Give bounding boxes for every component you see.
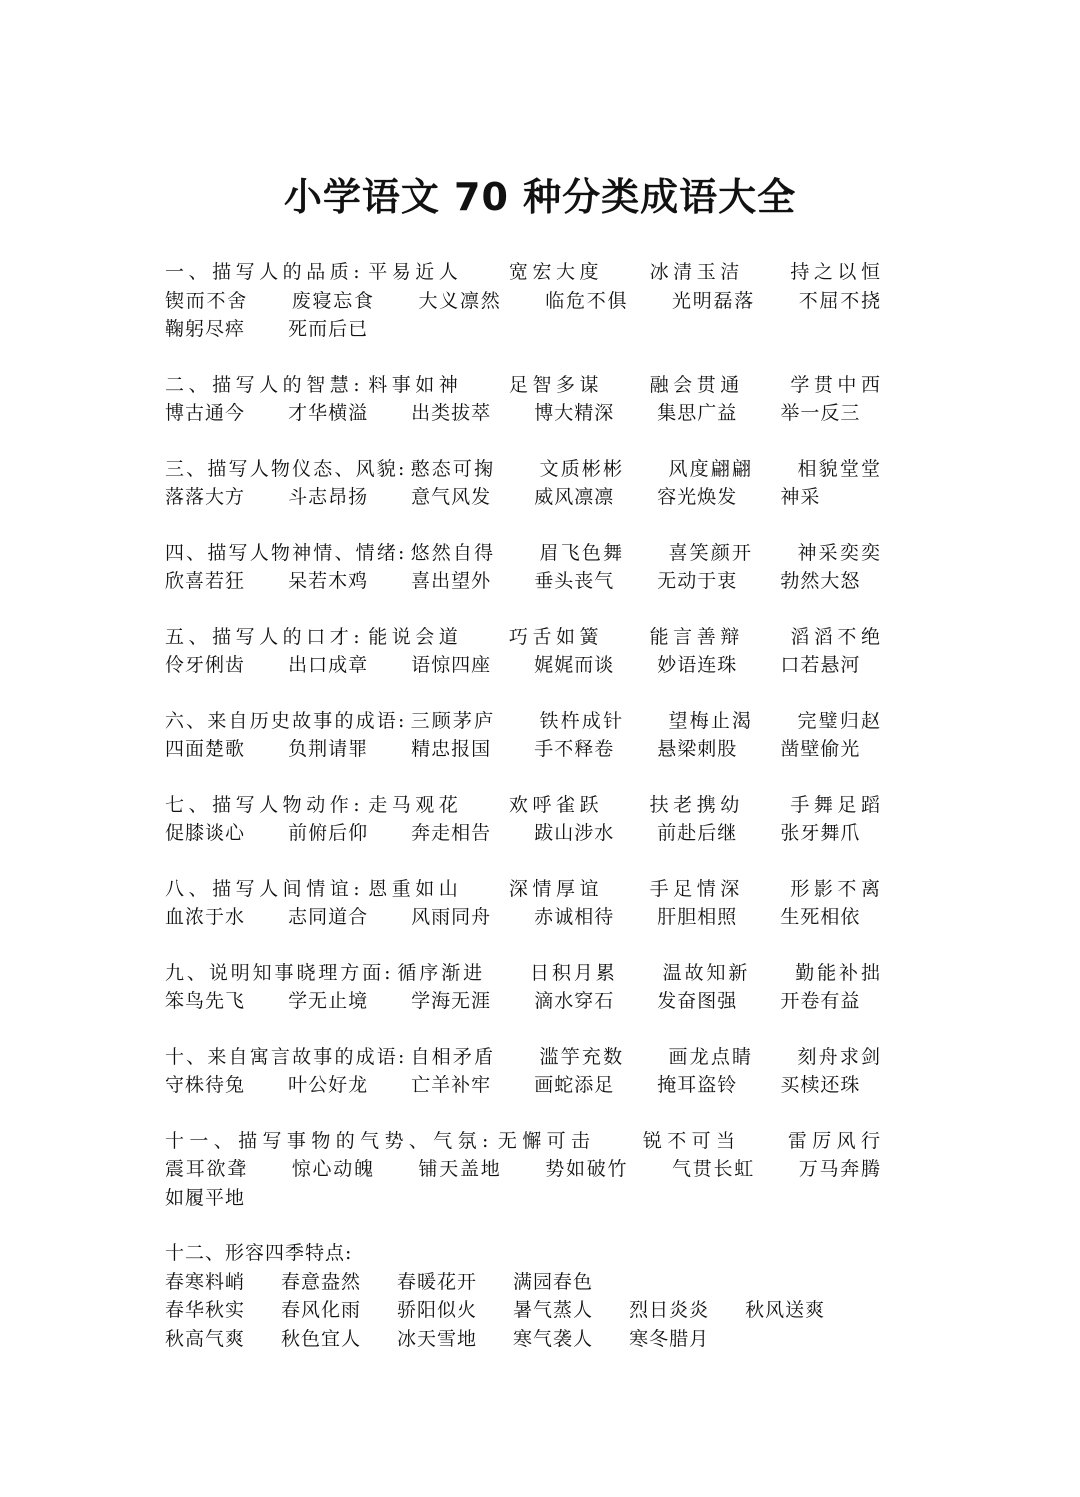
idiom-item: 寒气袭人 xyxy=(513,1327,594,1350)
idiom-item: 雷厉风行 xyxy=(787,1129,881,1152)
idiom-item: 融会贯通 xyxy=(649,373,744,396)
idiom-item: 相貌堂堂 xyxy=(797,457,882,480)
idiom-item: 肝胆相照 xyxy=(657,906,738,928)
season-row xyxy=(165,1325,917,1354)
idiom-item: 精忠报国 xyxy=(411,738,492,760)
idiom-item: 不屈不挠 xyxy=(798,289,881,312)
idiom-item: 促膝谈心 xyxy=(165,822,246,844)
idiom-item: 娓娓而谈 xyxy=(534,654,615,676)
idiom-item: 亡羊补牢 xyxy=(411,1074,492,1096)
idiom-item: 志同道合 xyxy=(288,906,369,928)
idiom-item: 铁杵成针 xyxy=(539,709,625,732)
idiom-item: 宽宏大度 xyxy=(508,261,604,283)
idiom-item: 无懈可击 xyxy=(493,1129,596,1152)
idiom-item: 望梅止渴 xyxy=(668,709,754,732)
idiom-item: 生死相依 xyxy=(780,906,861,928)
idiom-item: 手舞足蹈 xyxy=(790,793,881,816)
idiom-item: 呆若木鸡 xyxy=(288,570,369,592)
idiom-item: 能言善辩 xyxy=(649,625,744,648)
section-heading: 五、描写人的口才: xyxy=(165,625,361,648)
page-title: 小学语文 70 种分类成语大全 xyxy=(283,175,797,219)
idiom-section xyxy=(165,959,917,1016)
idiom-item: 形影不离 xyxy=(790,877,881,900)
idiom-item: 巧舌如簧 xyxy=(508,625,604,648)
idiom-item: 平易近人 xyxy=(364,261,463,283)
idiom-item: 春暖花开 xyxy=(397,1270,478,1293)
idiom-sections xyxy=(165,258,917,1212)
idiom-item: 铺天盖地 xyxy=(418,1158,502,1180)
idiom-item: 风度翩翩 xyxy=(668,457,754,480)
idiom-item: 走马观花 xyxy=(364,793,463,816)
idiom-item: 博古通今 xyxy=(165,402,246,424)
idiom-item: 威风凛凛 xyxy=(534,486,615,508)
idiom-item: 临危不俱 xyxy=(545,289,629,312)
idiom-item: 前俯后仰 xyxy=(288,822,369,844)
section-heading: 四、描写人物神情、情绪: xyxy=(165,541,406,564)
idiom-item: 完璧归赵 xyxy=(797,709,882,732)
idiom-item: 神采奕奕 xyxy=(797,541,882,564)
section-heading: 十二、形容四季特点: xyxy=(165,1242,353,1264)
idiom-item: 震耳欲聋 xyxy=(165,1158,248,1180)
idiom-item: 笨鸟先飞 xyxy=(165,990,246,1012)
idiom-section xyxy=(165,1043,917,1100)
idiom-item: 叶公好龙 xyxy=(288,1074,369,1096)
idiom-section xyxy=(165,707,917,764)
idiom-item: 刻舟求剑 xyxy=(797,1045,882,1068)
idiom-item: 光明磊落 xyxy=(672,289,755,312)
idiom-item: 画蛇添足 xyxy=(534,1074,615,1096)
idiom-item: 掩耳盗铃 xyxy=(657,1074,738,1096)
idiom-item: 春风化雨 xyxy=(281,1299,362,1321)
idiom-item: 出口成章 xyxy=(288,654,369,676)
idiom-item: 勃然大怒 xyxy=(780,570,861,592)
season-rows xyxy=(165,1268,917,1354)
idiom-item: 秋色宜人 xyxy=(281,1327,362,1350)
idiom-item: 血浓于水 xyxy=(165,906,246,928)
idiom-item: 三顾茅庐 xyxy=(409,709,496,732)
idiom-section xyxy=(165,875,917,932)
idiom-item: 张牙舞爪 xyxy=(780,822,861,844)
idiom-item: 买椟还珠 xyxy=(780,1074,861,1096)
idiom-item: 风雨同舟 xyxy=(411,906,492,928)
idiom-item: 万马奔腾 xyxy=(798,1158,881,1180)
idiom-item: 滔滔不绝 xyxy=(790,625,881,648)
idiom-item: 气贯长虹 xyxy=(672,1158,755,1180)
idiom-item: 伶牙俐齿 xyxy=(165,654,246,676)
idiom-item: 自相矛盾 xyxy=(409,1045,496,1068)
idiom-item: 出类拔萃 xyxy=(411,402,492,424)
idiom-item: 恩重如山 xyxy=(364,877,463,900)
idiom-item: 死而后已 xyxy=(288,318,369,340)
idiom-list xyxy=(165,258,917,1353)
idiom-item: 秋风送爽 xyxy=(745,1299,826,1321)
idiom-item: 四面楚歌 xyxy=(165,738,246,760)
idiom-item: 深情厚谊 xyxy=(508,877,604,900)
idiom-item: 势如破竹 xyxy=(545,1158,629,1180)
idiom-item: 寒冬腊月 xyxy=(629,1327,710,1350)
idiom-item: 滴水穿石 xyxy=(534,990,615,1012)
idiom-item: 手不释卷 xyxy=(534,738,615,760)
idiom-item: 开卷有益 xyxy=(780,990,861,1012)
idiom-item: 勤能补拙 xyxy=(795,961,881,984)
idiom-item: 循序渐进 xyxy=(395,961,486,984)
idiom-item: 学贯中西 xyxy=(790,373,881,396)
idiom-item: 负荆请罪 xyxy=(288,738,369,760)
section-heading: 八、描写人间情谊: xyxy=(165,877,361,900)
idiom-item: 欣喜若狂 xyxy=(165,570,246,592)
idiom-item: 欢呼雀跃 xyxy=(508,793,604,816)
idiom-section xyxy=(165,1127,917,1213)
season-row xyxy=(165,1296,917,1325)
idiom-item: 容光焕发 xyxy=(657,486,738,508)
idiom-item: 春寒料峭 xyxy=(165,1270,246,1293)
idiom-section xyxy=(165,371,917,428)
idiom-item: 跋山涉水 xyxy=(534,822,615,844)
idiom-item: 喜出望外 xyxy=(411,570,492,592)
idiom-item: 扶老携幼 xyxy=(649,793,744,816)
idiom-item: 发奋图强 xyxy=(657,990,738,1012)
idiom-item: 学海无涯 xyxy=(411,990,492,1012)
idiom-item: 垂头丧气 xyxy=(534,570,615,592)
idiom-item: 如履平地 xyxy=(165,1186,246,1209)
idiom-item: 锐不可当 xyxy=(642,1129,741,1152)
idiom-item: 奔走相告 xyxy=(411,822,492,844)
idiom-item: 集思广益 xyxy=(657,402,738,424)
idiom-item: 斗志昂扬 xyxy=(288,486,369,508)
idiom-item: 眉飞色舞 xyxy=(539,541,625,564)
idiom-section xyxy=(165,258,917,344)
idiom-item: 日积月累 xyxy=(530,961,618,984)
idiom-item: 憨态可掬 xyxy=(409,457,496,480)
idiom-item: 学无止境 xyxy=(288,990,369,1012)
idiom-item: 喜笑颜开 xyxy=(668,541,754,564)
idiom-item: 料事如神 xyxy=(364,373,463,396)
idiom-item: 悠然自得 xyxy=(409,541,496,564)
idiom-item: 凿壁偷光 xyxy=(780,738,861,760)
section-heading: 十一、描写事物的气势、气氛: xyxy=(165,1129,490,1152)
idiom-item: 春华秋实 xyxy=(165,1299,246,1321)
idiom-item: 惊心动魄 xyxy=(291,1158,375,1180)
idiom-item: 悬梁刺股 xyxy=(657,738,738,760)
section-heading: 二、描写人的智慧: xyxy=(165,373,361,396)
idiom-item: 才华横溢 xyxy=(288,402,369,424)
idiom-item: 举一反三 xyxy=(780,402,861,424)
idiom-item: 落落大方 xyxy=(165,486,246,508)
season-row xyxy=(165,1268,917,1297)
idiom-item: 守株待兔 xyxy=(165,1074,246,1096)
idiom-item: 意气风发 xyxy=(411,486,492,508)
idiom-item: 能说会道 xyxy=(364,625,463,648)
section-heading: 六、来自历史故事的成语: xyxy=(165,709,406,732)
idiom-item: 口若悬河 xyxy=(780,654,861,676)
idiom-item: 温故知新 xyxy=(662,961,751,984)
idiom-section xyxy=(165,791,917,848)
idiom-item: 无动于衷 xyxy=(657,570,738,592)
idiom-item: 废寝忘食 xyxy=(291,289,375,312)
idiom-item: 妙语连珠 xyxy=(657,654,738,676)
idiom-item: 鞠躬尽瘁 xyxy=(165,318,246,340)
section-heading: 三、描写人物仪态、风貌: xyxy=(165,457,406,480)
season-section xyxy=(165,1239,917,1353)
idiom-section xyxy=(165,623,917,680)
idiom-item: 滥竽充数 xyxy=(539,1045,625,1068)
idiom-item: 手足情深 xyxy=(649,877,744,900)
idiom-item: 持之以恒 xyxy=(790,261,881,283)
section-heading: 九、说明知事晓理方面: xyxy=(165,961,392,984)
idiom-item: 锲而不舍 xyxy=(165,289,248,312)
idiom-item: 文质彬彬 xyxy=(539,457,625,480)
idiom-item: 足智多谋 xyxy=(508,373,604,396)
idiom-item: 春意盎然 xyxy=(281,1270,362,1293)
idiom-item: 冰清玉洁 xyxy=(649,261,744,283)
idiom-item: 暑气蒸人 xyxy=(513,1299,594,1321)
idiom-item: 大义凛然 xyxy=(418,289,502,312)
section-heading: 十、来自寓言故事的成语: xyxy=(165,1045,406,1068)
idiom-item: 秋高气爽 xyxy=(165,1327,246,1350)
idiom-item: 前赴后继 xyxy=(657,822,738,844)
idiom-item: 画龙点睛 xyxy=(668,1045,754,1068)
idiom-item: 语惊四座 xyxy=(411,654,492,676)
section-heading: 七、描写人物动作: xyxy=(165,793,361,816)
idiom-section xyxy=(165,455,917,512)
idiom-section xyxy=(165,539,917,596)
idiom-item: 骄阳似火 xyxy=(397,1299,478,1321)
idiom-item: 博大精深 xyxy=(534,402,615,424)
idiom-item: 满园春色 xyxy=(513,1270,594,1293)
idiom-item: 烈日炎炎 xyxy=(629,1299,710,1321)
idiom-item: 赤诚相待 xyxy=(534,906,615,928)
idiom-item: 冰天雪地 xyxy=(397,1327,478,1350)
section-heading: 一、描写人的品质: xyxy=(165,261,361,283)
idiom-item: 神采 xyxy=(780,486,821,508)
